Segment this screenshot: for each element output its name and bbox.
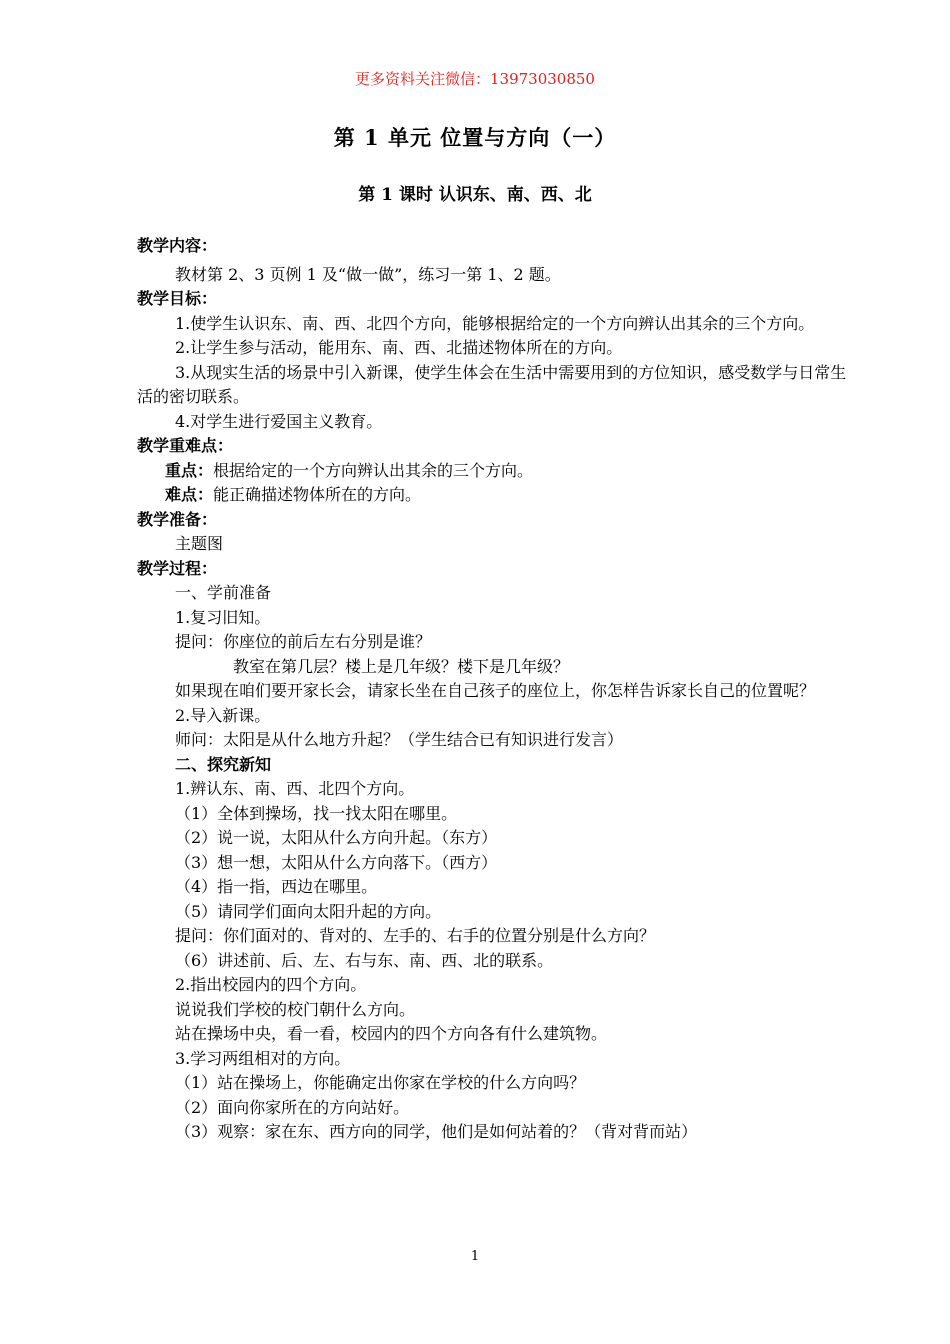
s2-line: 站在操场中央，看一看，校园内的四个方向各有什么建筑物。 <box>175 1024 608 1043</box>
difficulty-point <box>137 483 847 508</box>
s2-line: （1）站在操场上，你能确定出你家在学校的什么方向吗？ <box>175 1073 586 1092</box>
s2-line: （2）说一说，太阳从什么方向升起。（东方） <box>175 828 498 847</box>
objective-item: 1.使学生认识东、南、西、北四个方向，能够根据给定的一个方向辨认出其余的三个方向。 <box>175 313 815 333</box>
key-label: 重点： <box>165 460 214 480</box>
unit-title: 第 1 单元 位置与方向（一） <box>333 125 617 150</box>
s1-ask-text2: 教室在第几层？楼上是几年级？楼下是几年级？ <box>233 656 570 676</box>
objectives-heading: 教学目标： <box>137 289 218 308</box>
s2-line: （3）想一想，太阳从什么方向落下。（西方） <box>175 852 498 872</box>
promo-wechat-text: 更多资料关注微信：13973030850 <box>355 70 595 88</box>
process-heading: 教学过程： <box>137 558 218 578</box>
key-text: 根据给定的一个方向辨认出其余的三个方向。 <box>213 460 534 480</box>
prep-text: 主题图 <box>175 534 224 553</box>
page-number: 1 <box>470 1249 480 1264</box>
s1-ask-label: 提问： <box>175 632 224 651</box>
s2-line: 提问：你们面对的、背对的、左手的、右手的位置分别是什么方向？ <box>175 926 656 945</box>
section1-title: 一、学前准备 <box>175 583 272 602</box>
prep-heading: 教学准备： <box>137 509 218 529</box>
s2-line: 3.学习两组相对的方向。 <box>175 1048 351 1068</box>
key-point <box>137 459 847 484</box>
s2-line: （6）讲述前、后、左、右与东、南、西、北的联系。 <box>175 950 554 970</box>
s1-ask-text: 你座位的前后左右分别是谁？ <box>223 632 432 651</box>
s2-line: （5）请同学们面向太阳升起的方向。 <box>175 901 442 921</box>
objective-item: 3.从现实生活的场景中引入新课，使学生体会在生活中需要用到的方位知识，感受数学与日常生活的密切联系。 <box>137 362 847 406</box>
keypoints-heading: 教学重难点： <box>137 436 234 455</box>
s2-line: （3）观察：家在东、西方向的同学，他们是如何站着的？（背对背而站） <box>175 1122 698 1141</box>
lesson-title: 第 1 课时 认识东、南、西、北 <box>358 185 592 205</box>
s2-line: （1）全体到操场，找一找太阳在哪里。 <box>175 803 458 823</box>
content-heading: 教学内容： <box>137 236 218 255</box>
section2-title: 二、探究新知 <box>175 754 272 774</box>
objective-item: 2.让学生参与活动，能用东、南、西、北描述物体所在的方向。 <box>175 338 623 357</box>
s1-parent: 如果现在咱们要开家长会，请家长坐在自己孩子的座位上，你怎样告诉家长自己的位置呢？ <box>175 681 816 700</box>
document-body <box>137 234 847 1145</box>
objective-item: 4.对学生进行爱国主义教育。 <box>175 411 383 431</box>
s2-line: （2）面向你家所在的方向站好。 <box>175 1097 410 1117</box>
s1-review: 1.复习旧知。 <box>175 607 271 627</box>
s2-line: 2.指出校园内的四个方向。 <box>175 975 367 994</box>
content-text: 教材第 2、3 页例 1 及“做一做”，练习一第 1、2 题。 <box>175 264 561 284</box>
difficulty-label: 难点： <box>165 485 214 504</box>
difficulty-text: 能正确描述物体所在的方向。 <box>213 485 422 504</box>
s1-teacher: 师问：太阳是从什么地方升起？（学生结合已有知识进行发言） <box>175 730 624 749</box>
s2-line: 1.辨认东、南、西、北四个方向。 <box>175 779 415 798</box>
s1-ask <box>137 630 847 655</box>
s2-line: （4）指一指，西边在哪里。 <box>175 877 378 896</box>
s1-intro: 2.导入新课。 <box>175 705 271 725</box>
s2-line: 说说我们学校的校门朝什么方向。 <box>175 999 416 1019</box>
